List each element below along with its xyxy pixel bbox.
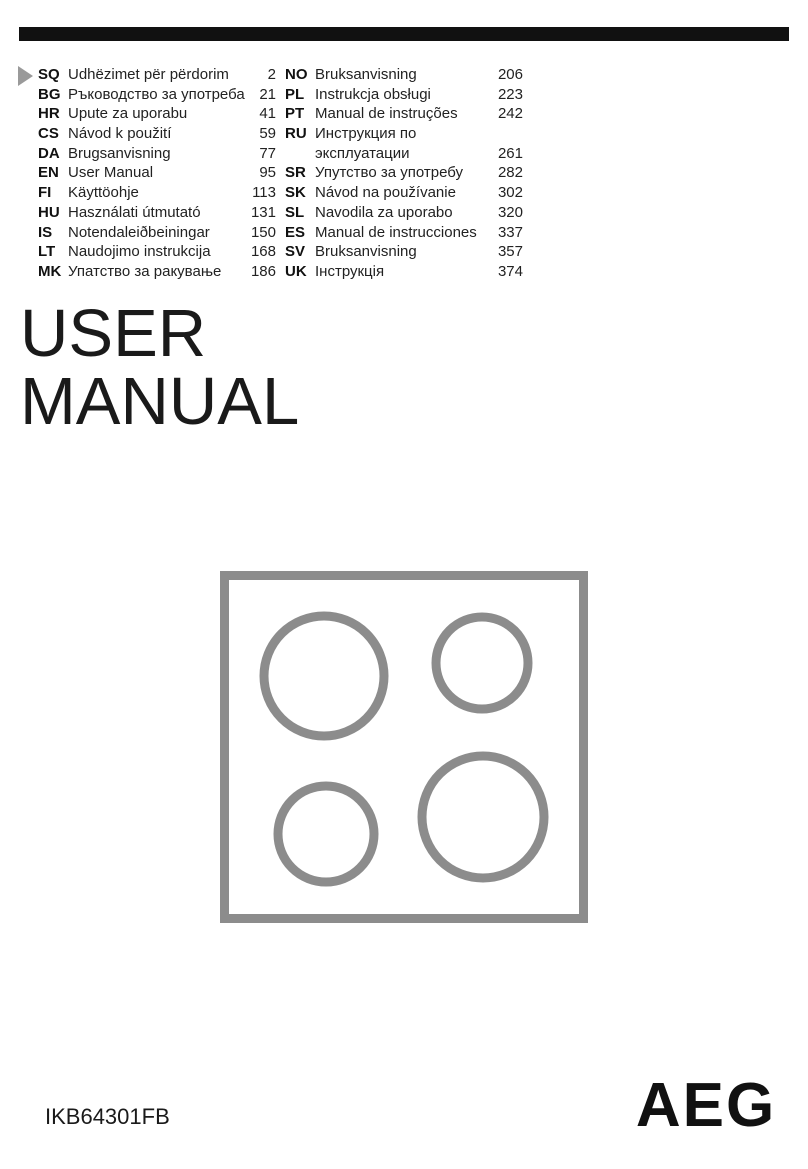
language-code: SL xyxy=(285,203,305,221)
language-page-number: 223 xyxy=(497,85,523,103)
language-page-number: 374 xyxy=(497,262,523,280)
language-entry xyxy=(38,163,276,183)
language-code: SV xyxy=(285,243,306,261)
language-code: HU xyxy=(38,203,60,221)
language-code: SQ xyxy=(38,66,60,83)
language-title: Manual de instruções xyxy=(315,105,458,123)
language-title: Upute za uporabu xyxy=(68,105,188,123)
language-code: UK xyxy=(285,262,307,280)
language-code: SK xyxy=(285,184,306,202)
current-language-arrow-icon xyxy=(18,66,33,86)
language-title: Brugsanvisning xyxy=(68,144,171,162)
language-page-number: 302 xyxy=(497,184,523,202)
language-page-number: 95 xyxy=(259,164,276,182)
language-page-number: 337 xyxy=(497,223,523,241)
language-title: Bruksanvisning xyxy=(315,66,417,83)
title-manual: MANUAL xyxy=(20,364,300,439)
language-title: User Manual xyxy=(68,164,154,182)
language-code: CS xyxy=(38,125,59,143)
language-title: Használati útmutató xyxy=(68,203,201,221)
language-entry xyxy=(285,85,523,105)
language-page-number: 131 xyxy=(250,203,276,221)
language-page-number: 59 xyxy=(259,125,276,143)
language-entry xyxy=(38,124,276,144)
language-page-number: 150 xyxy=(250,223,276,241)
language-code: IS xyxy=(38,223,53,241)
language-entry xyxy=(285,104,523,124)
language-title: Udhëzimet për përdorim xyxy=(68,66,229,83)
language-entry xyxy=(38,104,276,124)
language-page-number: 168 xyxy=(250,243,276,261)
language-page-number: 2 xyxy=(267,66,276,83)
language-entry xyxy=(38,203,276,223)
language-title: Naudojimo instrukcija xyxy=(68,243,211,261)
brand-logo xyxy=(636,1070,776,1132)
language-entry xyxy=(285,65,523,85)
zone-back-right xyxy=(436,617,528,709)
language-code: PT xyxy=(285,105,305,123)
zone-rear-right xyxy=(422,756,544,878)
language-entry xyxy=(38,85,276,105)
title-user: USER xyxy=(20,296,207,371)
language-entry xyxy=(38,223,276,243)
language-entry xyxy=(285,183,523,203)
language-entry xyxy=(285,124,523,144)
language-page-number: 186 xyxy=(250,262,276,280)
language-entry xyxy=(285,262,523,282)
language-title: Návod k použití xyxy=(68,125,172,143)
language-title: Упутство за употребу xyxy=(315,164,464,182)
language-entry xyxy=(38,144,276,164)
language-page-number: 206 xyxy=(497,66,523,83)
language-title: Інструкція xyxy=(315,262,385,280)
language-entry xyxy=(285,144,523,164)
language-page-number: 21 xyxy=(259,85,276,103)
zone-front-left xyxy=(264,616,384,736)
language-code: BG xyxy=(38,85,61,103)
language-page-number: 261 xyxy=(497,144,523,162)
language-title: Instrukcja obsługi xyxy=(315,85,431,103)
language-title: Käyttöohje xyxy=(68,184,139,202)
language-entry xyxy=(38,65,276,85)
language-entry xyxy=(38,183,276,203)
language-title: Návod na používanie xyxy=(315,184,456,202)
language-entry xyxy=(285,242,523,262)
language-code: SR xyxy=(285,164,306,182)
language-list-left xyxy=(38,65,276,282)
language-page-number: 41 xyxy=(259,105,276,123)
language-page-number: 320 xyxy=(497,203,523,221)
language-code: PL xyxy=(285,85,305,103)
language-code: EN xyxy=(38,164,59,182)
language-entry xyxy=(285,223,523,243)
svg-text:AEG: AEG xyxy=(636,1071,776,1132)
language-entry xyxy=(285,163,523,183)
language-code: NO xyxy=(285,66,308,83)
language-page-number: 242 xyxy=(497,105,523,123)
language-entry xyxy=(38,242,276,262)
language-page-number: 77 xyxy=(259,144,276,162)
language-code: MK xyxy=(38,262,62,280)
language-title: эксплуатации xyxy=(315,144,410,162)
cooktop-outline xyxy=(225,576,584,919)
model-number: IKB64301FB xyxy=(45,1104,170,1129)
cooktop-illustration xyxy=(220,571,588,923)
language-title: Bruksanvisning xyxy=(315,243,417,261)
language-list-right xyxy=(285,65,523,282)
language-entry xyxy=(285,203,523,223)
language-title: Manual de instrucciones xyxy=(315,223,477,241)
zone-rear-left xyxy=(278,786,374,882)
language-page-number: 113 xyxy=(252,184,276,202)
language-entry xyxy=(38,262,276,282)
language-code: LT xyxy=(38,243,56,261)
language-code: FI xyxy=(38,184,52,202)
language-code: RU xyxy=(285,125,307,143)
language-title: Ръководство за употреба xyxy=(68,85,245,103)
top-bar xyxy=(19,27,789,41)
language-title: Notendaleiðbeiningar xyxy=(68,223,210,241)
language-title: Navodila za uporabo xyxy=(315,203,453,221)
language-code: HR xyxy=(38,105,60,123)
language-page-number: 282 xyxy=(497,164,523,182)
language-code: ES xyxy=(285,223,306,241)
language-title: Упатство за ракување xyxy=(68,262,222,280)
language-title: Инструкция по xyxy=(315,125,417,143)
language-page-number: 357 xyxy=(497,243,523,261)
language-code: DA xyxy=(38,144,60,162)
